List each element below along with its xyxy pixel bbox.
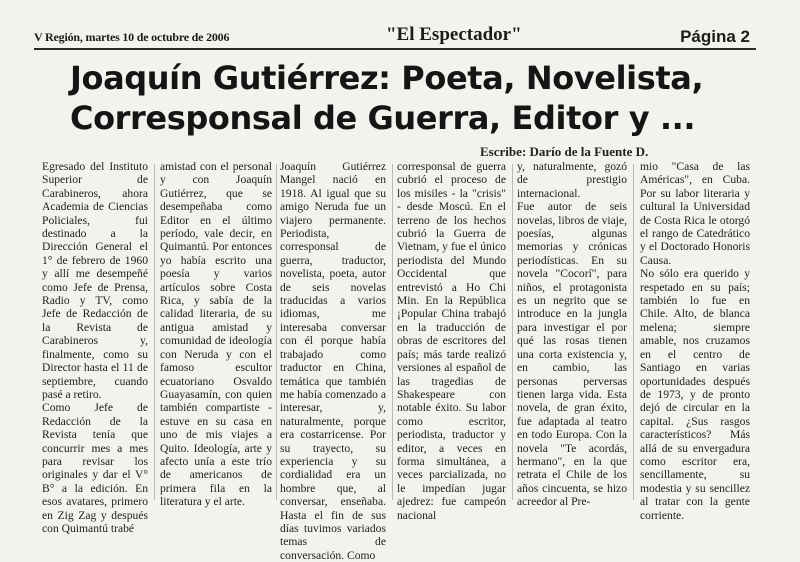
column-divider xyxy=(392,164,393,500)
masthead xyxy=(34,24,756,50)
article-column-6: mio "Casa de las Américas", en Cuba. Por su labor literaria y cultural la Universidad de Costa Rica le otorgó el rango de Catedrático y el Doctorado Honoris Causa. No sólo era querido y respetado en su país; también lo fue en Chile. Alto, de blanca melena; siempre amable, nos cruzamos en el centro de Santiago en varias oportunidades después de 1973, y de pronto dejó de circular en la capital. ¿Sus rasgos característicos? Más allá de su envergadura como escritor era, sencillamente, su modestia y su sencillez al tratar con la gente corriente. xyxy=(640,160,750,522)
column-divider xyxy=(154,164,155,500)
article-column-1: Egresado del Instituto Superior de Carabineros, ahora Academia de Ciencias Policiales, fui destinado a la Dirección General el 1° de febrero de 1960 y allí me desempeñé como Jefe de Prensa, Radio y TV, como Jefe de Redacción de la Revista de Carabineros y, finalmente, como su Director hasta el 11 de septiembre, cuando pasé a retiro. Como Jefe de Redacción de la Revista tenía que concurrir mes a mes para revisar los originales y dar el V° B° a la edición. En esos avatares, primero en Zig Zag y después con Quimantú trabé xyxy=(42,160,148,535)
headline-line-1: Joaquín Gutiérrez: Poeta, Novelista, xyxy=(70,59,704,97)
column-divider xyxy=(276,164,277,500)
edition-dateline: V Región, martes 10 de octubre de 2006 xyxy=(34,30,230,44)
article-body xyxy=(0,160,800,562)
column-divider xyxy=(512,164,513,500)
page-number: Página 2 xyxy=(680,27,750,46)
byline: Escribe: Darío de la Fuente D. xyxy=(480,144,649,159)
headline xyxy=(70,58,770,138)
headline-line-2: Corresponsal de Guerra, Editor y ... xyxy=(70,99,696,137)
column-divider xyxy=(633,164,634,500)
article-column-4: corresponsal de guerra cubrió el proceso de los misiles - la "crisis" - desde Moscú. En el terreno de los hechos cubrió la Guerra de Vietnam, y fue el único periodista del Mundo Occidental que entrevistó a Ho Chi Min. En la República ¡Popular China trabajó en la traducción de obras de escritores del país; más tarde realizó versiones al español de las tragedias de Shakespeare con notable éxito. Su labor como escritor, periodista, traductor y editor, a veces en forma simultánea, a veces parcializada, no le impedían jugar ajedrez: fue campeón nacional xyxy=(397,160,506,522)
article-column-2: amistad con el personal y con Joaquín Gutiérrez, que se desempeñaba como Editor en el último período, vale decir, en Quimantú. Por entonces yo había escrito una poesía y varios artículos sobre Costa Rica, y sabía de la calidad literaria, de su antigua amistad y comunidad de ideología con Neruda y con el famoso escultor ecuatoriano Osvaldo Guayasamín, con quien también compartiste - estuve en su casa en uno de mis viajes a Quito. Ideología, arte y afecto unía a este trío de americanos de primera fila en la literatura y el arte. xyxy=(160,160,272,509)
article-column-5: y, naturalmente, gozó de prestigio internacional. Fue autor de seis novelas, libros de viaje, poesías, algunas memorias y crónicas periodísticas. En su novela "Cocorí", para niños, el protagonista es un negrito que se introduce en la jungla para investigar el por qué las rosas tienen una corta existencia y, en cambio, las personas perversas tienen larga vida. Esta novela, de gran éxito, fue adaptada al teatro en todo Europa. Con la novela "Te acordás, hermano", en la que retrata el Chile de los años cincuenta, se hizo acreedor al Pre- xyxy=(517,160,627,509)
article-column-3: Joaquín Gutiérrez Mangel nació en 1918. Al igual que su amigo Neruda fue un viajero permanente. Periodista, corresponsal de guerra, traductor, novelista, poeta, autor de seis novelas traducidas a varios idiomas, me interesaba conversar con él porque había trabajado como traductor en China, temática que también me había comenzado a interesar, y, naturalmente, porque era costarricense. Por su trayecto, su experiencia y su cordialidad era un hombre que, al conversar, enseñaba. Hasta el fin de sus días tuvimos variados temas de conversación. Como xyxy=(280,160,386,562)
newspaper-name: "El Espectador" xyxy=(386,24,522,45)
